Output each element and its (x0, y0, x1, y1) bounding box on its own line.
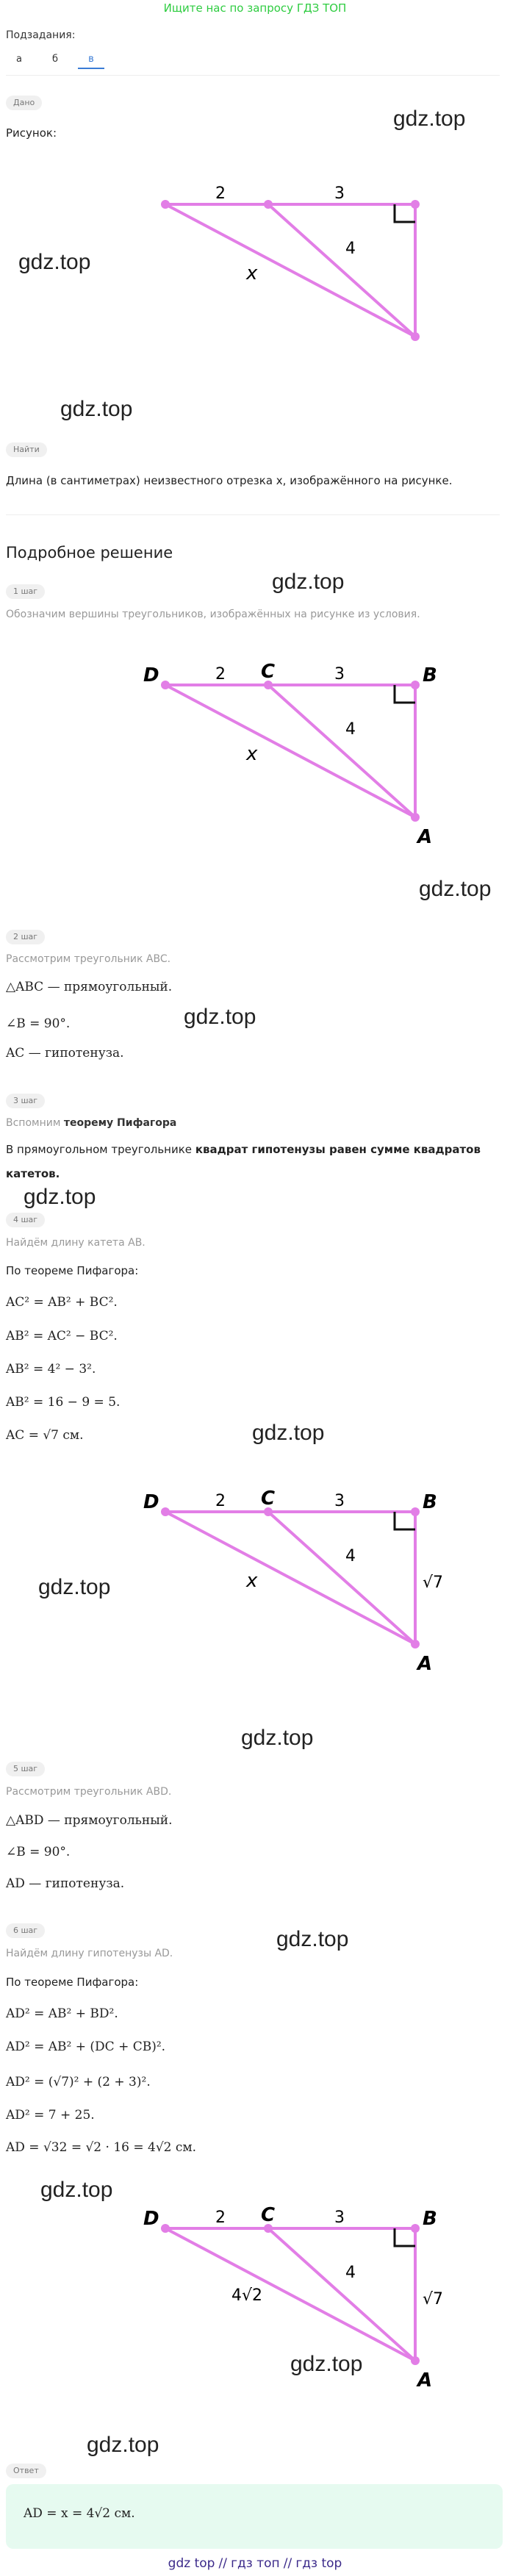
step2-line: ∠B = 90°. (6, 1016, 71, 1031)
step4-line: AB² = AC² − BC². (6, 1329, 118, 1343)
watermark: gdz.top (24, 1185, 96, 1209)
label-vertex-a: A (417, 2369, 433, 2392)
figure-lines (165, 1512, 415, 1644)
label-vertex-b: B (423, 664, 437, 686)
watermark: gdz.top (290, 2352, 363, 2376)
step3-line2: катетов. (6, 1167, 60, 1180)
step2-line: △ABC — прямоугольный. (6, 980, 173, 994)
step3-text-prefix: Вспомним (6, 1117, 64, 1129)
find-text: Длина (в сантиметрах) неизвестного отрезка x, изображённого на рисунке. (6, 474, 453, 487)
label-ca: 4 (345, 1547, 356, 1565)
watermark: gdz.top (276, 1927, 349, 1951)
footer-link[interactable]: gdz top (168, 2556, 215, 2571)
label-cb: 3 (334, 1492, 345, 1510)
footer (0, 2556, 510, 2571)
label-vertex-b: B (423, 2208, 437, 2230)
figure-lines (165, 204, 415, 337)
top-banner[interactable]: Ищите нас по запросу ГДЗ ТОП (163, 1, 347, 15)
step3-line1-bold: квадрат гипотенузы равен сумме квадратов (195, 1143, 481, 1156)
figure-step1 (132, 658, 448, 849)
watermark: gdz.top (87, 2433, 159, 2457)
label-vertex-d: D (143, 664, 159, 686)
given-text: Рисунок: (6, 126, 57, 140)
label-vertex-b: B (423, 1491, 437, 1513)
watermark: gdz.top (419, 877, 492, 901)
step6-line: AD = √32 = √2 · 16 = 4√2 см. (6, 2140, 197, 2155)
badge-answer: Ответ (6, 2464, 46, 2478)
watermark: gdz.top (241, 1726, 314, 1750)
solution-title: Подробное решение (6, 544, 173, 562)
label-vertex-d: D (143, 1491, 159, 1513)
label-cb: 3 (334, 665, 345, 684)
label-dc: 2 (215, 1492, 226, 1510)
footer-link[interactable]: гдз top (295, 2556, 342, 2571)
label-ad: 4√2 (231, 2286, 263, 2305)
step6-line: AD² = (√7)² + (2 + 3)². (6, 2075, 151, 2089)
tab-a[interactable]: а (16, 54, 22, 65)
step1-text: Обозначим вершины треугольников, изображённых на рисунке из условия. (6, 609, 420, 620)
label-x: x (246, 1570, 258, 1592)
answer-box (6, 2484, 503, 2549)
step6-lead: По теореме Пифагора: (6, 1976, 139, 1989)
tab-b[interactable]: б (51, 54, 59, 65)
step3-text (6, 1117, 176, 1129)
watermark: gdz.top (38, 1575, 111, 1599)
answer-text: AD = x = 4√2 см. (24, 2506, 135, 2521)
step5-line: △ABD — прямоугольный. (6, 1813, 173, 1828)
step2-line: AC — гипотенуза. (6, 1046, 124, 1061)
subtasks-label: Подзадания: (6, 29, 76, 41)
tab-v[interactable]: в (78, 51, 104, 69)
step5-line: ∠B = 90°. (6, 1845, 71, 1859)
step4-lead: По теореме Пифагора: (6, 1264, 139, 1277)
label-vertex-c: C (261, 1488, 276, 1510)
label-cb: 3 (334, 184, 345, 203)
label-cb: 3 (334, 2209, 345, 2227)
label-vertex-d: D (143, 2208, 159, 2230)
label-dc: 2 (215, 665, 226, 684)
label-vertex-c: C (261, 2204, 276, 2226)
footer-separator: // (283, 2556, 292, 2571)
step4-line: AB² = 16 − 9 = 5. (6, 1395, 121, 1410)
step3-line2-bold: катетов (6, 1167, 56, 1180)
step3-text-bold: теорему Пифагора (63, 1117, 177, 1129)
watermark: gdz.top (184, 1005, 256, 1029)
label-vertex-a: A (417, 826, 433, 848)
figure-given (147, 184, 426, 353)
label-vertex-a: A (417, 1653, 433, 1675)
step3-line1-prefix: В прямоугольном треугольнике (6, 1143, 195, 1156)
watermark: gdz.top (18, 250, 91, 274)
watermark: gdz.top (252, 1421, 325, 1445)
watermark: gdz.top (272, 570, 345, 594)
label-x: x (246, 262, 258, 284)
label-ca: 4 (345, 240, 356, 258)
badge-step5: 5 шаг (6, 1762, 45, 1776)
label-ca: 4 (345, 2264, 356, 2282)
step4-text: Найдём длину катета AB. (6, 1237, 146, 1249)
label-ab: √7 (423, 1574, 444, 1592)
step5-text: Рассмотрим треугольник ABD. (6, 1786, 172, 1798)
label-vertex-c: C (261, 661, 276, 683)
step6-line: AD² = AB² + (DC + CB)². (6, 2039, 166, 2054)
step5-line: AD — гипотенуза. (6, 1876, 125, 1891)
step6-line: AD² = AB² + BD². (6, 2006, 118, 2021)
label-ab: √7 (423, 2290, 444, 2308)
divider (6, 514, 500, 515)
watermark: gdz.top (40, 2178, 113, 2202)
step6-line: AD² = 7 + 25. (6, 2108, 95, 2123)
step2-text: Рассмотрим треугольник ABC. (6, 953, 171, 965)
label-dc: 2 (215, 184, 226, 203)
label-x: x (246, 743, 258, 765)
badge-step1: 1 шаг (6, 584, 45, 599)
label-dc: 2 (215, 2209, 226, 2227)
watermark: gdz.top (393, 107, 466, 131)
tabs-divider (6, 75, 500, 76)
step4-line: AB² = 4² − 3². (6, 1362, 96, 1377)
badge-step4: 4 шаг (6, 1213, 45, 1227)
badge-step2: 2 шаг (6, 930, 45, 944)
badge-step3: 3 шаг (6, 1094, 45, 1108)
figure-lines (165, 2228, 415, 2361)
step6-text: Найдём длину гипотенузы AD. (6, 1948, 173, 1959)
footer-link[interactable]: гдз топ (231, 2556, 280, 2571)
badge-find: Найти (6, 442, 47, 457)
watermark: gdz.top (60, 397, 133, 421)
badge-step6: 6 шаг (6, 1923, 45, 1938)
step3-line1 (6, 1143, 481, 1156)
step4-line: AC = √7 см. (6, 1428, 84, 1443)
figure-step4 (132, 1485, 470, 1676)
figure-lines (165, 685, 415, 817)
label-ca: 4 (345, 720, 356, 739)
footer-separator: // (218, 2556, 228, 2571)
badge-given: Дано (6, 96, 42, 110)
step4-line: AC² = AB² + BC². (6, 1295, 118, 1310)
